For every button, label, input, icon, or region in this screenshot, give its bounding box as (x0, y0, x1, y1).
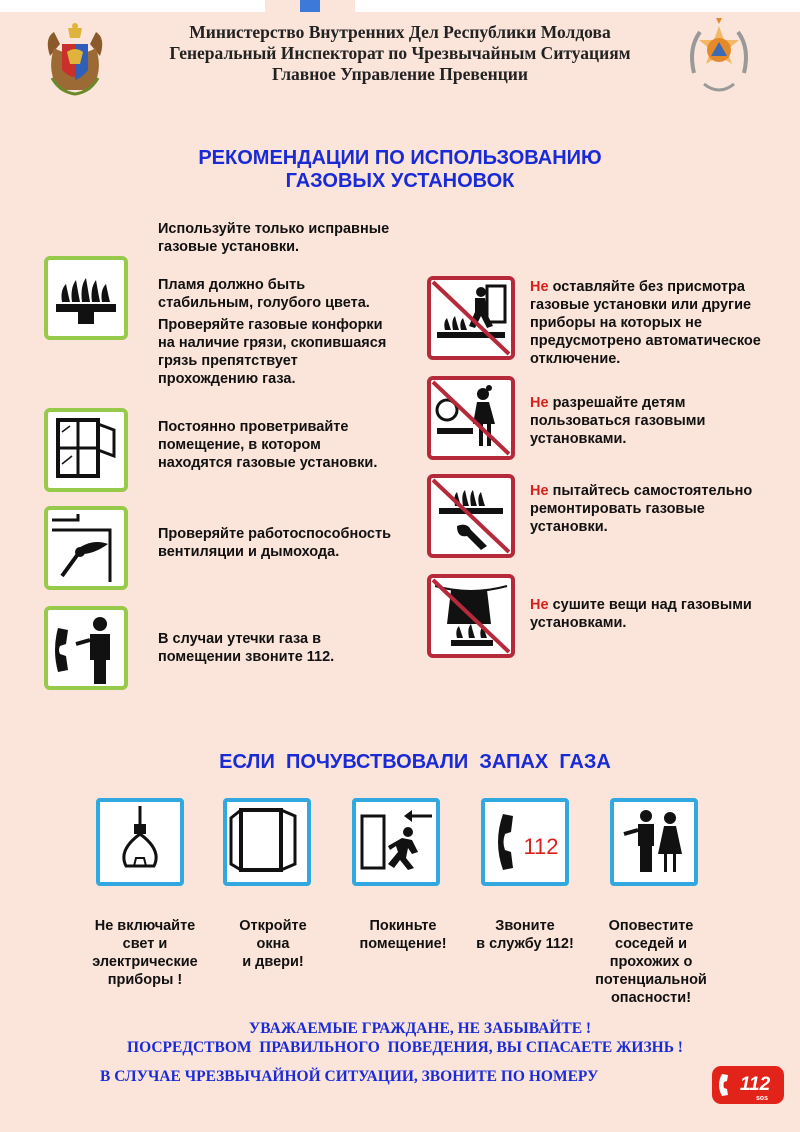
emergency-112-logo-icon (710, 1064, 786, 1106)
gas-burner-icon (44, 256, 128, 340)
warning-prefix: Не (530, 279, 549, 295)
moldova-coat-of-arms-icon (40, 18, 110, 98)
action-caption-warn-neighbors (586, 917, 716, 1007)
caption-line: прохожих о (609, 954, 693, 970)
no-drying-clothes-icon (427, 574, 515, 658)
logo-sos: sos (755, 1095, 769, 1102)
rule-text: разрешайте детям пользоваться газовыми установками. (530, 395, 706, 447)
caption-line: свет и (122, 936, 168, 952)
rule-no-drying (530, 596, 780, 632)
tip-working-devices: Используйте только исправные газовые установки. (158, 221, 390, 255)
gas-smell-title: ЕСЛИ ПОЧУВСТВОВАЛИ ЗАПАХ ГАЗА (219, 751, 611, 773)
no-children-icon (427, 376, 515, 460)
caption-line: потенциальной (595, 972, 707, 988)
neighbors-icon (610, 798, 698, 886)
caption-line: Оповестите (608, 918, 694, 934)
caption-line: помещение! (359, 936, 447, 952)
caption-line: окна (256, 936, 290, 952)
rule-text: пытайтесь самостоятельно ремонтировать газовые установки. (530, 483, 753, 535)
no-repair-icon (427, 474, 515, 558)
caption-line: опасности! (610, 990, 692, 1006)
rule-text: оставляйте без присмотра газовые установки или другие приборы на которых не предусмотрено автоматическое отключение. (530, 279, 761, 367)
caption-line: Откройте (239, 918, 307, 934)
header-line-1: Министерство Внутренних Дел Республики Молдова (189, 22, 611, 42)
rule-no-children (530, 394, 780, 448)
caption-line: Звоните (495, 918, 555, 934)
caption-line: в службу 112! (476, 936, 574, 952)
caption-line: электрические (92, 954, 198, 970)
exit-icon (352, 798, 440, 886)
recommendations-title (150, 147, 650, 193)
recommendations-title-line-1: РЕКОМЕНДАЦИИ ПО ИСПОЛЬЗОВАНИЮ (198, 147, 602, 169)
top-strip (355, 0, 800, 12)
phone-person-icon (44, 606, 128, 690)
caption-line: и двери! (242, 954, 304, 970)
footer-line-1: УВАЖАЕМЫЕ ГРАЖДАНЕ, НЕ ЗАБЫВАЙТЕ ! (248, 1020, 592, 1037)
footer-line-3: В СЛУЧАЕ ЧРЕЗВЫЧАЙНОЙ СИТУАЦИИ, ЗВОНИТЕ ПО НОМЕРУ (100, 1068, 599, 1085)
caption-line: соседей и (615, 936, 687, 952)
tip-check-burners: Проверяйте газовые конфорки на наличие грязи, скопившаяся грязь препятствует прохождению газа. (158, 317, 387, 387)
recommendations-title-line-2: ГАЗОВЫХ УСТАНОВОК (285, 170, 515, 192)
header-block (120, 22, 680, 85)
tip-ventilate: Постоянно проветривайте помещение, в котором находятся газовые установки. (158, 419, 378, 471)
emergency-service-emblem-icon (684, 18, 754, 100)
caption-line: Не включайте (94, 918, 196, 934)
top-strip (0, 0, 265, 12)
phone-112-badge: 112 (523, 834, 559, 859)
header-line-2: Генеральный Инспекторат по Чрезвычайным Ситуациям (169, 43, 631, 63)
footer-line-2: ПОСРЕДСТВОМ ПРАВИЛЬНОГО ПОВЕДЕНИЯ, ВЫ СПАСАЕТЕ ЖИЗНЬ ! (127, 1039, 683, 1056)
tip-check-chimney: Проверяйте работоспособность вентиляции и дымохода. (158, 526, 391, 560)
caption-line: Покиньте (369, 918, 437, 934)
warning-prefix: Не (530, 395, 549, 411)
phone-112-icon (481, 798, 569, 886)
header-line-3: Главное Управление Превенции (272, 64, 528, 84)
warning-prefix: Не (530, 597, 549, 613)
warning-prefix: Не (530, 483, 549, 499)
tip-flame-blue: Пламя должно быть стабильным, голубого цвета. (158, 277, 370, 311)
no-leave-unattended-icon (427, 276, 515, 360)
rule-text: сушите вещи над газовыми установками. (530, 597, 752, 631)
rule-no-repair (530, 482, 780, 536)
caption-line: приборы ! (107, 972, 183, 988)
action-caption-open-windows (208, 917, 338, 971)
top-strip-accent (300, 0, 320, 12)
tip-call-112: В случаи утечки газа в помещении звоните 112. (158, 631, 335, 665)
action-caption-no-lights (80, 917, 210, 989)
open-window-doors-icon (223, 798, 311, 886)
logo-number: 112 (739, 1074, 771, 1095)
action-caption-call-112 (460, 917, 590, 953)
chimney-match-icon (44, 506, 128, 590)
open-window-icon (44, 408, 128, 492)
light-bulb-icon (96, 798, 184, 886)
action-caption-leave (338, 917, 468, 953)
rule-no-unattended (530, 278, 780, 368)
